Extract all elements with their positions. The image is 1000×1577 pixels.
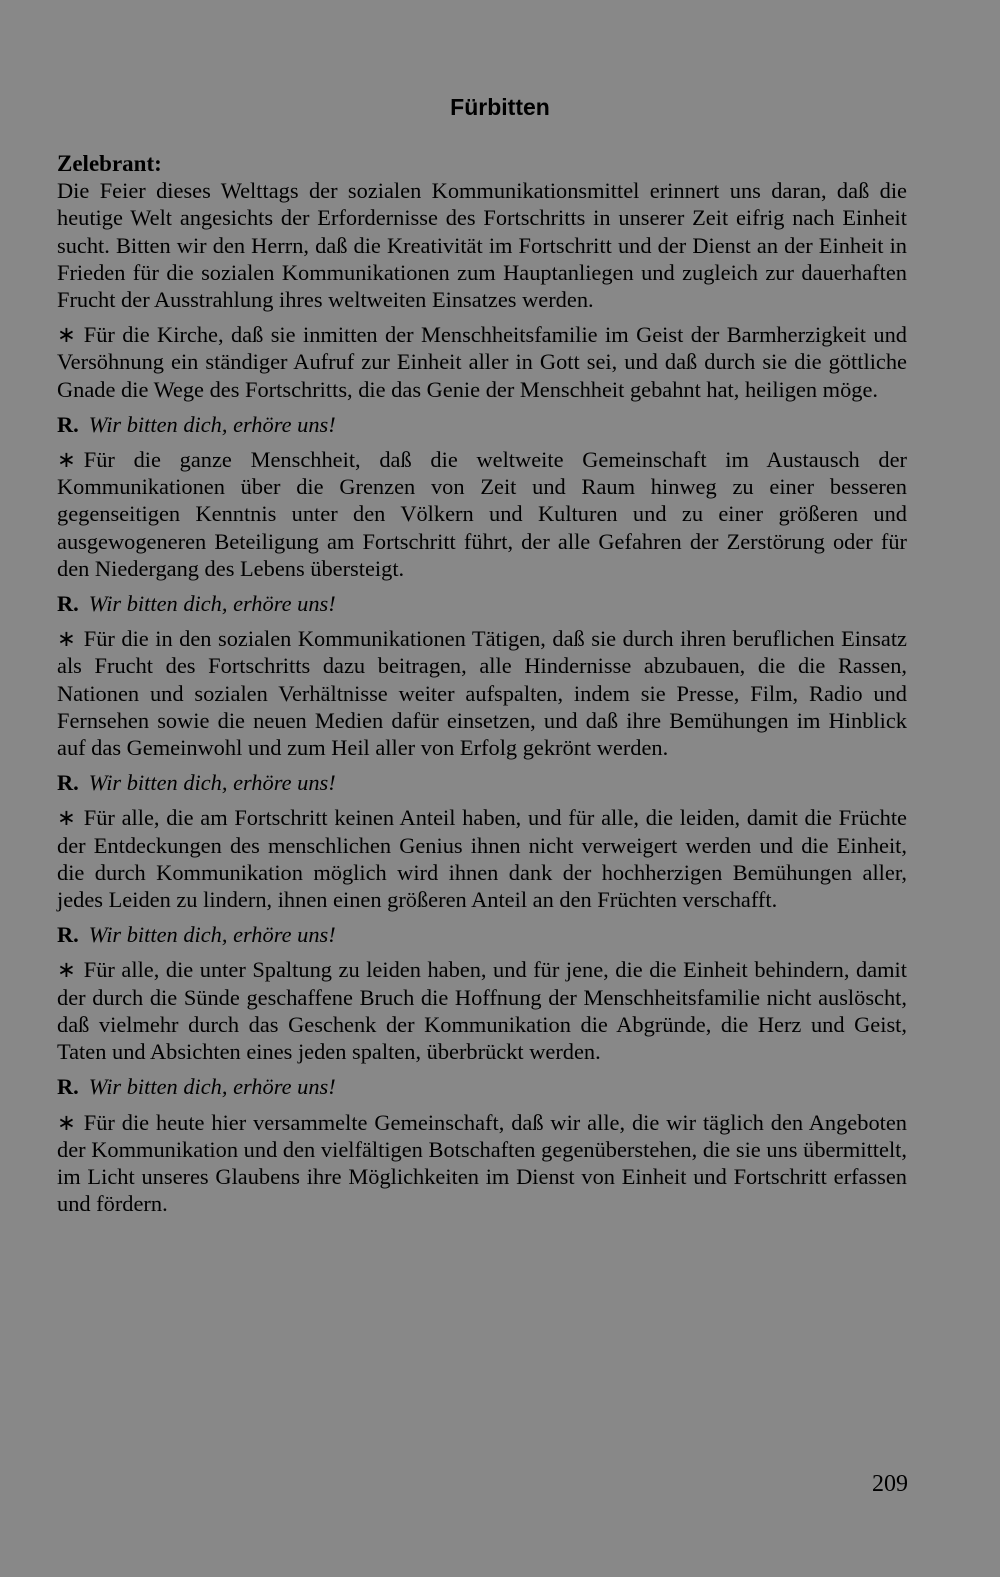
response-text: Wir bitten dich, erhöre uns!: [88, 411, 336, 437]
response-text: Wir bitten dich, erhöre uns!: [88, 591, 336, 617]
intention-paragraph: [57, 956, 907, 1065]
intention-text: Für die ganze Menschheit, daß die weltweite Gemeinschaft im Austausch der Kommunikationen über die Grenzen von Zeit und Raum hinweg zu einer besseren gegenseitigen Kenntnis unter den Völkern und Kulturen und zu einer größeren und ausgewogeneren Beteiligung am Fortschritt führt, der alle Gefahren der Zerstörung oder für den Niedergang des Lebens übersteigt.: [57, 447, 907, 581]
asterisk-icon: ∗: [57, 447, 76, 473]
asterisk-icon: ∗: [57, 1109, 76, 1135]
response-text: Wir bitten dich, erhöre uns!: [88, 922, 336, 948]
response-text: Wir bitten dich, erhöre uns!: [88, 1074, 336, 1100]
intention-text: Für die heute hier versammelte Gemeinschaft, daß wir alle, die wir täglich den Angeboten der Kommunikation und den vielfältigen Botschaften gegenüberstehen, die sie uns übermittelt, im Licht unseres Glaubens ihre Möglichkeiten im Dienst von Einheit und Fortschritt erfassen und fördern.: [57, 1109, 907, 1217]
response-label: R.: [57, 1074, 79, 1100]
intention-paragraph: [57, 625, 907, 761]
response-label: R.: [57, 411, 79, 437]
page-number: 209: [872, 1471, 908, 1497]
asterisk-icon: ∗: [57, 805, 76, 831]
response-line: [57, 921, 907, 948]
intention-paragraph: [57, 321, 907, 403]
response-label: R.: [57, 922, 79, 948]
response-line: [57, 411, 907, 438]
celebrant-paragraph: [57, 150, 907, 313]
intention-paragraph: [57, 446, 907, 582]
celebrant-text: Die Feier dieses Welttags der sozialen Kommunikationsmittel erinnert uns daran, daß die heutige Welt angesichts der Erfordernisse des Fortschritts in unserer Zeit eifrig nach Einheit sucht. Bitten wir den Herrn, daß die Kreativität im Fortschritt und der Dienst an der Einheit in Frieden für die sozialen Kommunikationen zum Hauptanliegen und zugleich zur dauerhaften Frucht der Ausstrahlung ihres weltweiten Einsatzes werden.: [57, 178, 907, 313]
page-heading: Fürbitten: [450, 94, 550, 120]
intention-paragraph: [57, 804, 907, 913]
response-text: Wir bitten dich, erhöre uns!: [88, 770, 336, 796]
intention-text: Für alle, die am Fortschritt keinen Anteil haben, und für alle, die leiden, damit die Früchte der Entdeckungen des menschlichen Genius ihnen nicht verweigert werden und die Einheit, die durch Kommunikation möglich wird ihnen dank der hochherzigen Bemühungen aller, jedes Leiden zu lindern, ihnen einen größeren Anteil an den Früchten verschafft.: [57, 805, 907, 913]
intention-paragraph: [57, 1109, 907, 1218]
intention-text: Für die Kirche, daß sie inmitten der Menschheitsfamilie im Geist der Barmherzigkeit und Versöhnung ein ständiger Aufruf zur Einheit aller in Gott sei, und daß durch sie die göttliche Gnade die Wege des Fortschritts, die das Genie der Menschheit gebahnt hat, heiligen möge.: [57, 322, 907, 402]
asterisk-icon: ∗: [57, 957, 76, 983]
asterisk-icon: ∗: [57, 626, 76, 652]
celebrant-label: Zelebrant:: [57, 151, 162, 176]
response-line: [57, 769, 907, 796]
asterisk-icon: ∗: [57, 322, 76, 348]
response-label: R.: [57, 591, 79, 617]
intention-text: Für die in den sozialen Kommunikationen Tätigen, daß sie durch ihren beruflichen Einsatz als Frucht des Fortschritts dazu beitragen, alle Hindernisse abzubauen, die die Rassen, Nationen und sozialen Verhältnisse weiter aufspalten, indem sie Presse, Film, Radio und Fernsehen sowie die neuen Medien dafür einsetzen, und daß ihre Bemühungen im Hinblick auf das Gemeinwohl und zum Heil aller von Erfolg gekrönt werden.: [57, 626, 907, 761]
prayer-body: [57, 150, 907, 1217]
intention-text: Für alle, die unter Spaltung zu leiden haben, und für jene, die die Einheit behindern, damit der durch die Sünde geschaffene Bruch die Hoffnung der Menschheitsfamilie nicht auslöscht, daß vielmehr durch das Geschenk der Kommunikation die Abgründe, die Herz und Geist, Taten und Absichten eines jeden spalten, überbrückt werden.: [57, 957, 907, 1065]
response-line: [57, 1073, 907, 1100]
response-label: R.: [57, 770, 79, 796]
response-line: [57, 590, 907, 617]
